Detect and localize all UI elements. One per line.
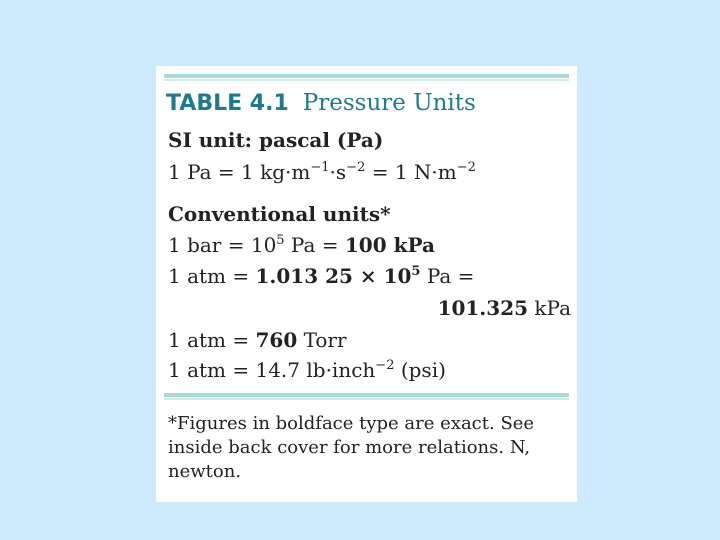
atm-psi-definition [168,358,446,382]
atm3-part-a: 1 atm = 14.7 lb·inch [168,358,376,382]
atm-kpa-value [438,296,571,320]
table-title-row [166,90,476,117]
si-heading-symbol: Pa [346,128,374,152]
atm2-part-c: Torr [297,328,347,352]
bar-part-a: 1 bar = 10 [168,233,277,257]
si-eq-part3: = 1 N·m [365,160,457,184]
si-eq-exp2: −2 [346,160,366,175]
table-title: Pressure Units [302,90,476,116]
bar-part-b: Pa = [284,233,345,257]
atm-pa-definition [168,264,474,288]
si-definition [168,160,476,184]
si-heading-prefix: SI unit: pascal ( [168,128,347,152]
table-label: TABLE 4.1 [166,91,289,116]
atm1-part-b: 1.013 25 × 10 [255,264,412,288]
bar-exponent: 5 [276,233,285,248]
si-eq-exp3: −2 [456,160,476,175]
top-rule-secondary [164,79,569,81]
table-card [156,66,577,502]
si-heading-suffix: ) [373,128,384,152]
conventional-heading: Conventional units* [168,202,391,226]
atm1-part-a: 1 atm = [168,264,256,288]
atm1-unit: kPa [528,296,571,320]
divider-rule [164,393,569,397]
atm1-part-c: Pa = [420,264,475,288]
atm2-part-a: 1 atm = [168,328,256,352]
si-eq-part2: ·s [329,160,347,184]
si-eq-exp1: −1 [310,160,330,175]
divider-rule-secondary [164,398,569,400]
si-eq-part1: 1 Pa = 1 kg·m [168,160,311,184]
atm1-exponent: 5 [411,264,421,279]
footnote: *Figures in boldface type are exact. See inside back cover for more relations. N, newton. [168,413,535,482]
si-unit-heading [168,128,383,152]
atm1-value: 101.325 [437,296,529,320]
atm3-exponent: −2 [375,358,395,373]
bar-definition [168,233,435,257]
atm-torr-definition [168,328,347,352]
atm3-part-b: (psi) [394,358,446,382]
top-rule [164,74,569,78]
atm2-part-b: 760 [255,328,298,352]
bar-part-c: 100 kPa [344,233,435,257]
